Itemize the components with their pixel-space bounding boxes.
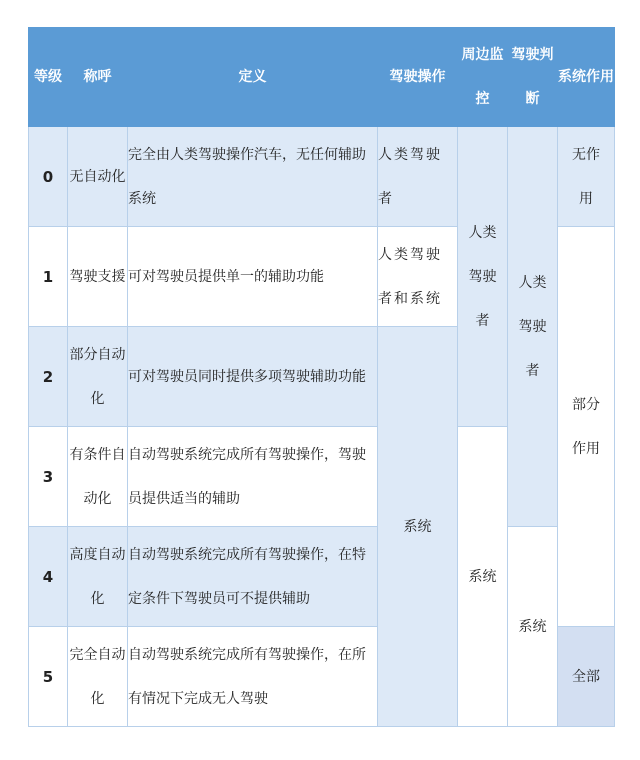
operation-cell: 人类驾驶者 [378,127,458,227]
header-operation: 驾驶操作 [378,28,458,127]
level-cell: 5 [29,627,68,727]
level-cell: 4 [29,527,68,627]
header-level: 等级 [29,28,68,127]
definition-cell: 可对驾驶员提供单一的辅助功能 [128,227,378,327]
judgement-system-cell: 系统 [508,527,558,727]
header-row [29,28,615,127]
name-cell: 无自动化 [68,127,128,227]
table-row [29,527,615,627]
header-monitoring: 周边监控 [458,28,508,127]
name-cell: 部分自动化 [68,327,128,427]
header-judgement: 驾驶判断 [508,28,558,127]
operation-system-cell: 系统 [378,327,458,727]
header-role: 系统作用 [558,28,615,127]
automation-levels-table [28,27,615,727]
judgement-human-cell: 人类驾驶者 [508,127,558,527]
level-cell: 2 [29,327,68,427]
definition-cell: 自动驾驶系统完成所有驾驶操作，在所有情况下完成无人驾驶 [128,627,378,727]
name-cell: 有条件自动化 [68,427,128,527]
definition-cell: 可对驾驶员同时提供多项驾驶辅助功能 [128,327,378,427]
role-none-cell: 无作用 [558,127,615,227]
operation-cell: 人类驾驶者和系统 [378,227,458,327]
level-cell: 1 [29,227,68,327]
definition-cell: 完全由人类驾驶操作汽车，无任何辅助系统 [128,127,378,227]
level-cell: 0 [29,127,68,227]
name-cell: 驾驶支援 [68,227,128,327]
header-name: 称呼 [68,28,128,127]
definition-cell: 自动驾驶系统完成所有驾驶操作，在特定条件下驾驶员可不提供辅助 [128,527,378,627]
monitoring-system-cell: 系统 [458,427,508,727]
name-cell: 高度自动化 [68,527,128,627]
header-definition: 定义 [128,28,378,127]
table-row [29,127,615,227]
level-cell: 3 [29,427,68,527]
role-partial-cell: 部分作用 [558,227,615,627]
monitoring-human-cell: 人类驾驶者 [458,127,508,427]
role-full-cell: 全部 [558,627,615,727]
definition-cell: 自动驾驶系统完成所有驾驶操作，驾驶员提供适当的辅助 [128,427,378,527]
name-cell: 完全自动化 [68,627,128,727]
